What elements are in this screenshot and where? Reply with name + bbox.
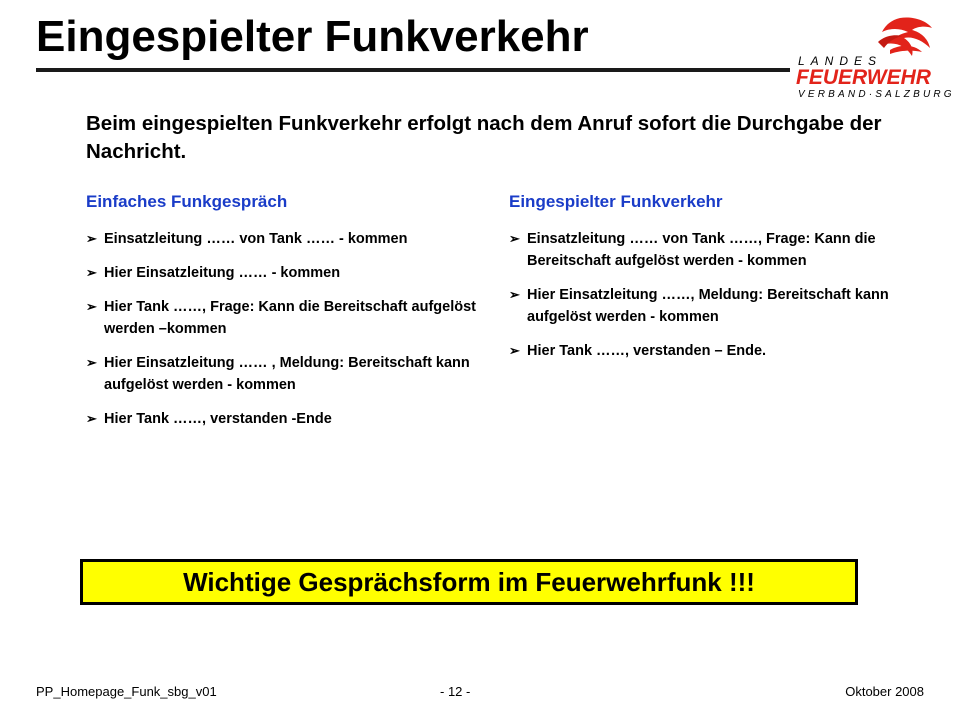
highlight-banner: Wichtige Gesprächsform im Feuerwehrfunk !!! [80,559,858,605]
intro-text: Beim eingespielten Funkverkehr erfolgt nach dem Anruf sofort die Durchgabe der Nachricht. [86,112,882,163]
arrow-bullet-icon: ➢ [86,265,97,280]
arrow-bullet-icon: ➢ [509,343,520,358]
left-column-heading: Einfaches Funkgespräch [86,192,288,211]
right-column [509,190,899,374]
list-item [86,352,476,396]
list-item-text: Hier Tank ……, Frage: Kann die Bereitschaft aufgelöst werden –kommen [104,299,476,337]
list-item [509,340,899,362]
right-column-heading: Eingespielter Funkverkehr [509,192,723,211]
list-item-text: Hier Einsatzleitung …… , Meldung: Bereitschaft kann aufgelöst werden - kommen [104,355,470,393]
list-item-text: Hier Tank ……, verstanden – Ende. [527,343,767,359]
logo-text-feuerwehr: FEUERWEHR [796,66,931,89]
footer-filename: PP_Homepage_Funk_sbg_v01 [36,684,217,699]
arrow-bullet-icon: ➢ [86,231,97,246]
logo-text-landes: LANDES [798,54,883,68]
list-item-text: Hier Einsatzleitung ……, Meldung: Bereitschaft kann aufgelöst werden - kommen [527,287,889,325]
slide-title: Eingespielter Funkverkehr [36,12,589,61]
title-underline [36,68,790,72]
list-item-text: Einsatzleitung …… von Tank …… - kommen [104,231,408,247]
feuerwehr-logo [796,14,955,100]
list-item [86,296,476,340]
arrow-bullet-icon: ➢ [509,287,520,302]
logo-text-verband: VERBAND·SALZBURG [798,89,955,100]
footer-date: Oktober 2008 [845,684,924,699]
list-item [509,228,899,272]
arrow-bullet-icon: ➢ [86,411,97,426]
arrow-bullet-icon: ➢ [86,299,97,314]
arrow-bullet-icon: ➢ [509,231,520,246]
list-item [86,262,476,284]
list-item [86,408,476,430]
footer-page-number: - 12 - [440,684,471,699]
left-column [86,190,476,442]
arrow-bullet-icon: ➢ [86,355,97,370]
list-item-text: Hier Einsatzleitung …… - kommen [104,265,341,281]
list-item [86,228,476,250]
list-item-text: Hier Tank ……, verstanden -Ende [104,411,332,427]
left-item-list [86,228,476,430]
list-item-text: Einsatzleitung …… von Tank ……, Frage: Kann die Bereitschaft aufgelöst werden - kommen [527,231,876,269]
list-item [509,284,899,328]
right-item-list [509,228,899,362]
